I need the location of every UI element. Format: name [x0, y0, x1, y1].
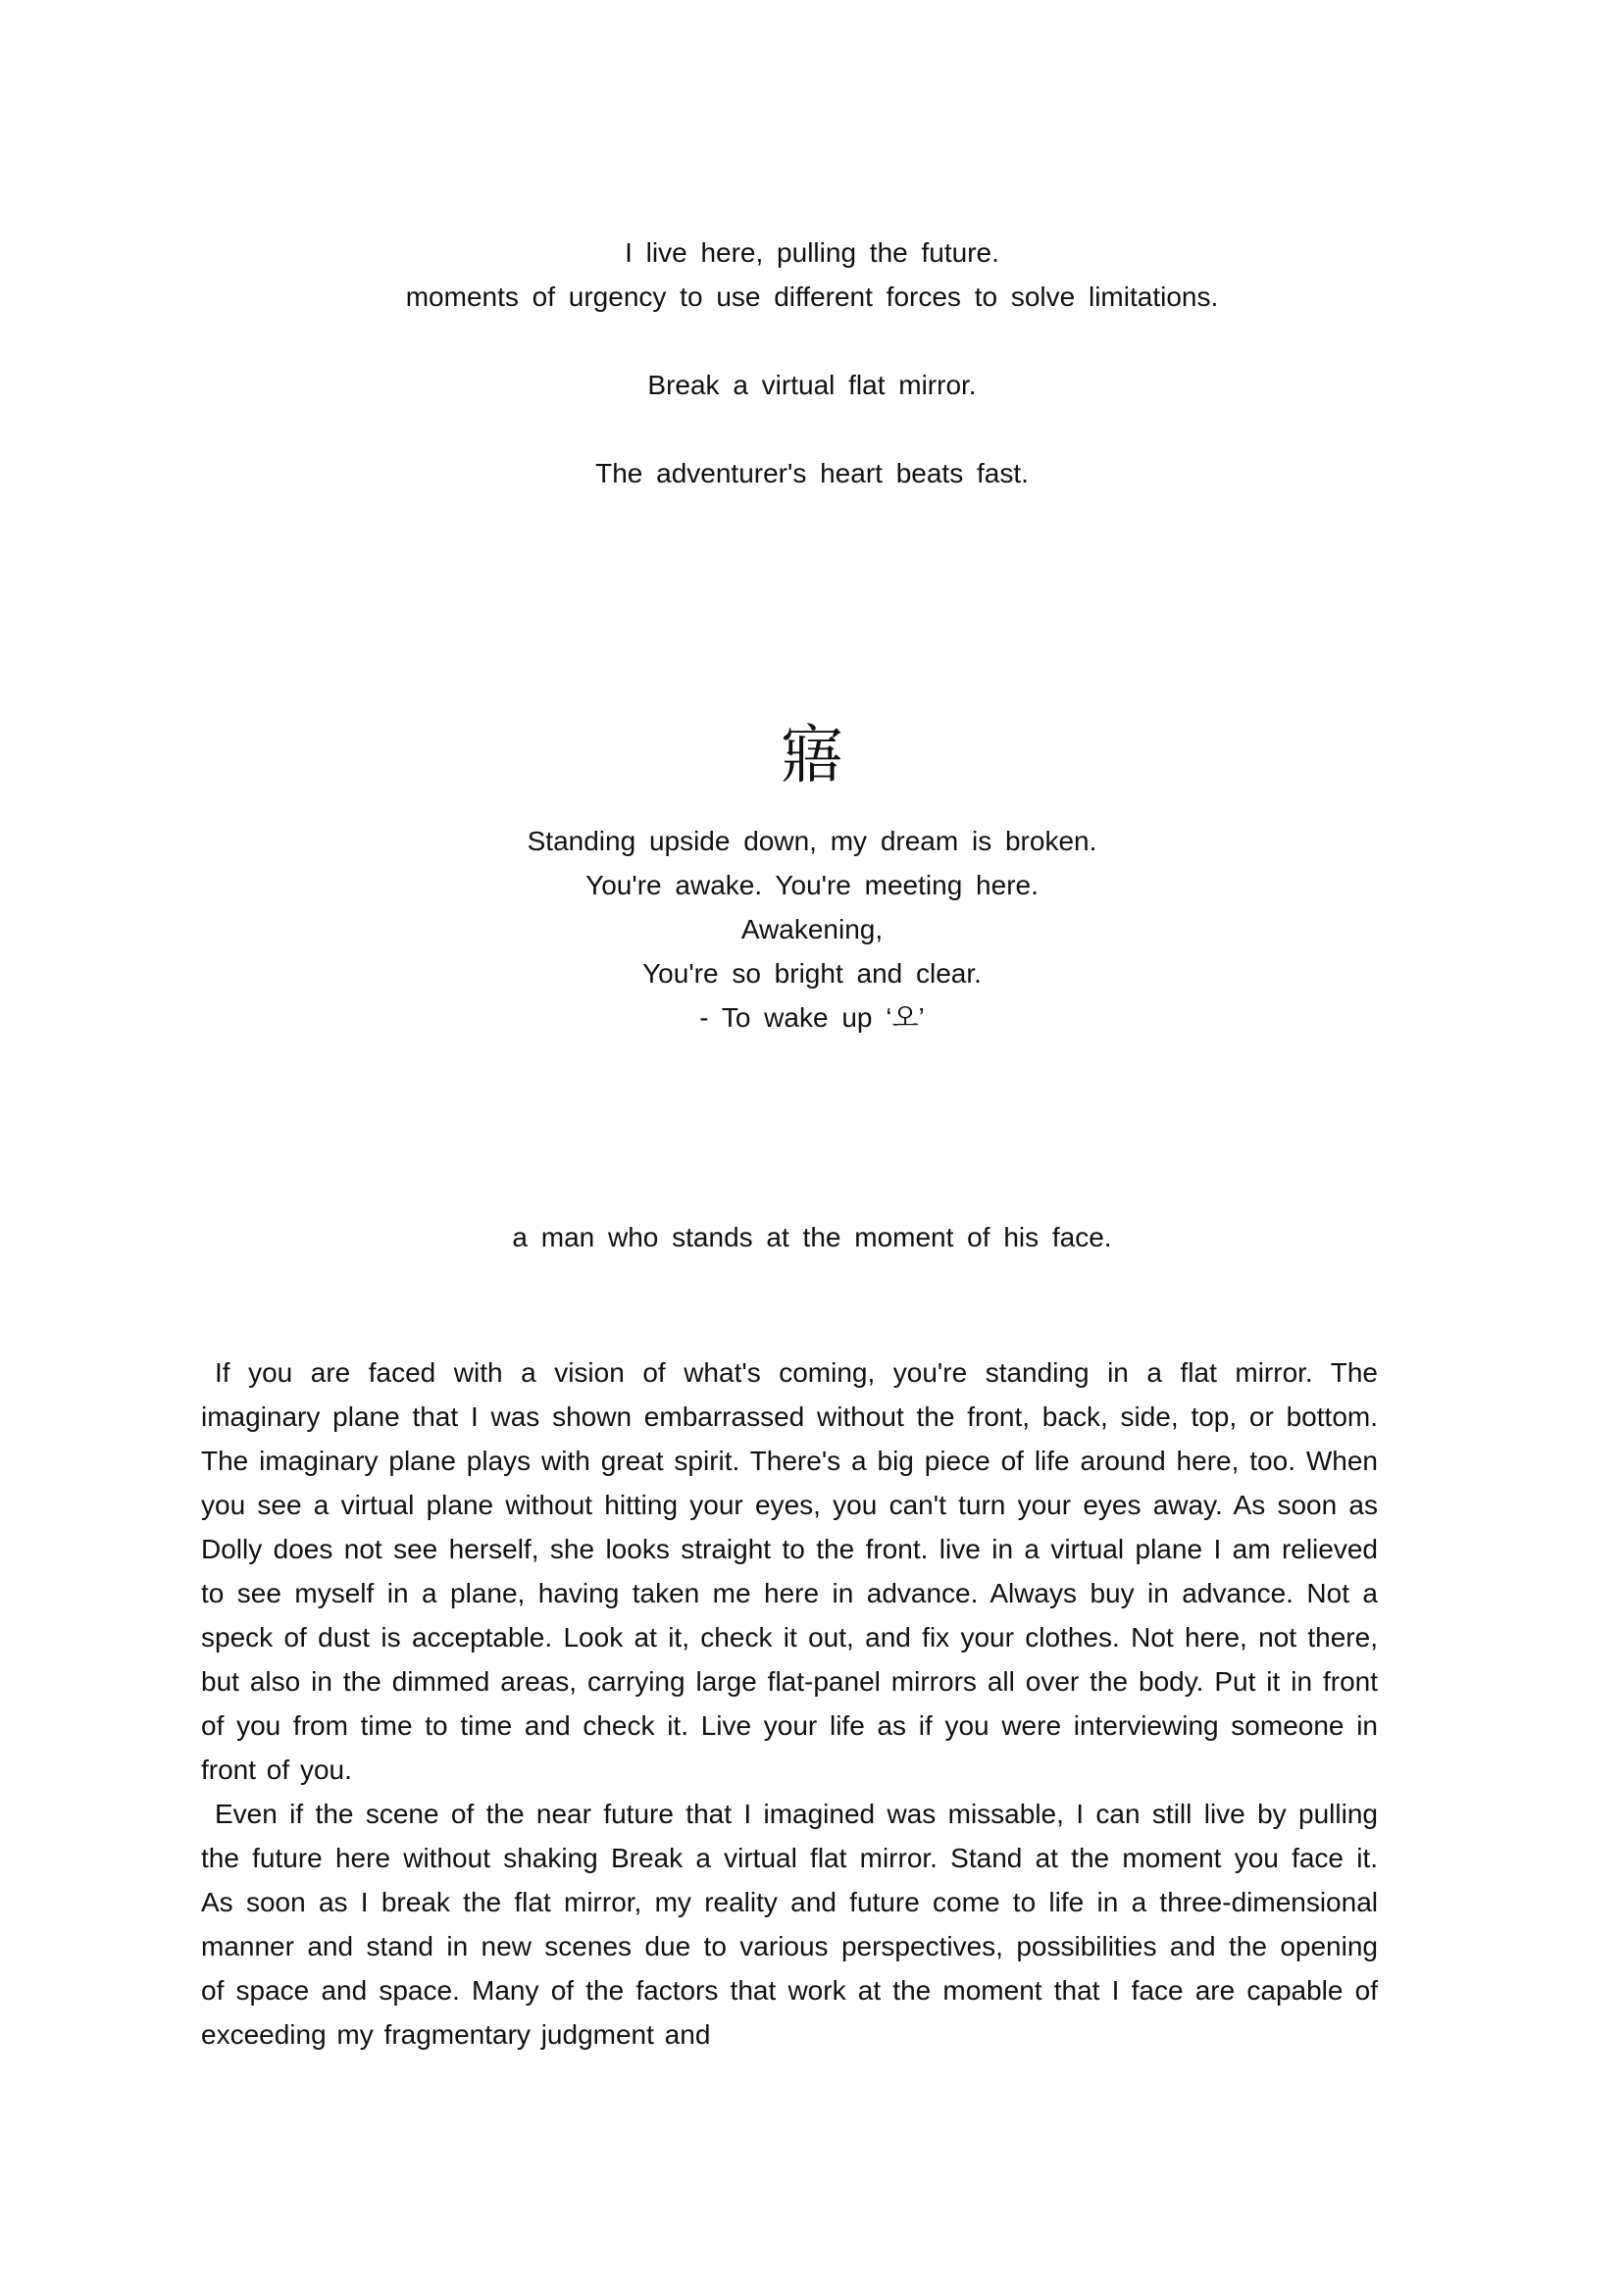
intro-line-2: moments of urgency to use different forces to solve limitations. — [405, 281, 1219, 312]
hanja-character: 寤 — [781, 720, 843, 792]
poem-line-4: You're so bright and clear. — [642, 958, 982, 989]
intro-line-1: I live here, pulling the future. — [625, 237, 999, 268]
paragraph-2: Even if the scene of the near future that I imagined was missable, I can still live by pulling the future here without shaking Break a virtual flat mirror. Stand at the moment you face it. As soon as I break the flat mirror, my reality and future come to life in a three-dimensional manner and stand in new scenes due to various perspectives, possibilities and the opening of space and space. Many of the factors that work at the moment that I face are capable of exceeding my fragmentary judgment and — [201, 1799, 1378, 2050]
paragraph-1: If you are faced with a vision of what's coming, you're standing in a flat mirror. The imaginary plane that I was shown embarrassed without the front, back, side, top, or bottom. The imaginary plane plays with great spirit. There's a big piece of life around here, too. When you see a virtual plane without hitting your eyes, you can't turn your eyes away. As soon as Dolly does not see herself, she looks straight to the front. live in a virtual plane I am relieved to see myself in a plane, having taken me here in advance. Always buy in advance. Not a speck of dust is acceptable. Look at it, check it out, and fix your clothes. Not here, not there, but also in the dimmed areas, carrying large flat-panel mirrors all over the body. Put it in front of you from time to time and check it. Live your life as if you were interviewing someone in front of you. — [201, 1357, 1378, 1785]
poem-line-1: Standing upside down, my dream is broken. — [527, 826, 1097, 856]
intro-line-3: Break a virtual flat mirror. — [647, 370, 977, 400]
intro-line-4: The adventurer's heart beats fast. — [595, 458, 1029, 488]
poem-line-3: Awakening, — [740, 914, 884, 944]
poem-line-5: - To wake up ‘오’ — [699, 1002, 925, 1033]
poem-line-2: You're awake. You're meeting here. — [585, 870, 1039, 900]
subtitle: a man who stands at the moment of his face. — [512, 1222, 1112, 1252]
body-text — [201, 1350, 1378, 2057]
